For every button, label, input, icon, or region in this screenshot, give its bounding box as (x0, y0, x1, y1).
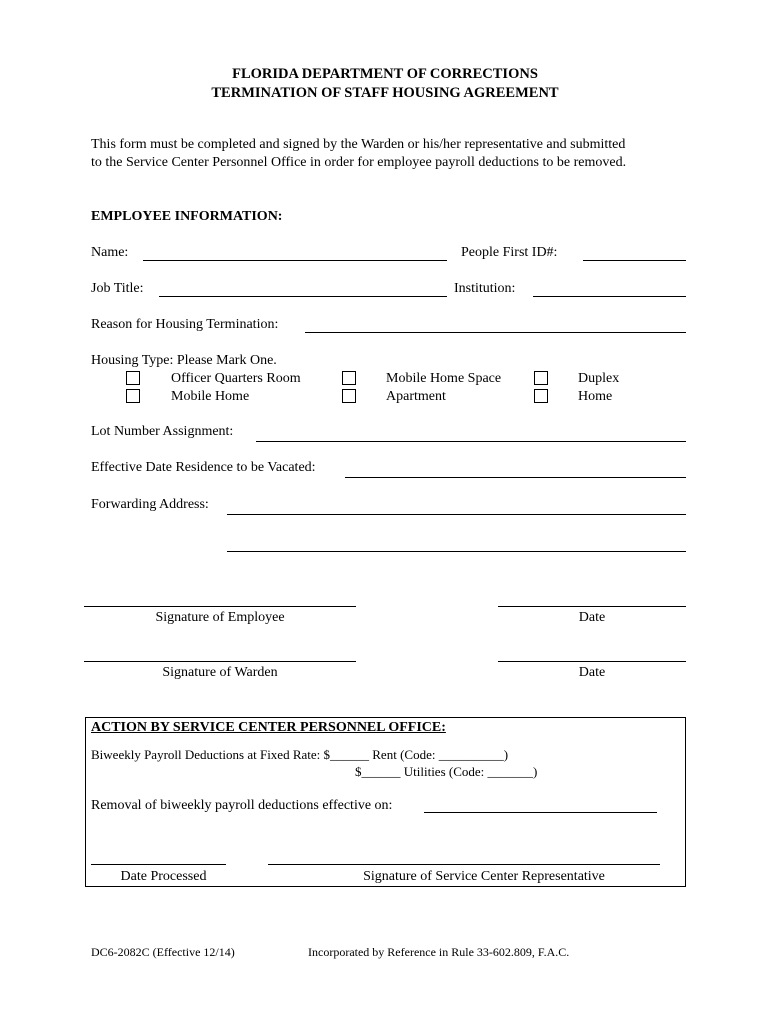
name-field[interactable] (143, 260, 447, 261)
removal-label: Removal of biweekly payroll deductions effective on: (91, 798, 393, 813)
lot-label: Lot Number Assignment: (91, 424, 234, 439)
lot-field[interactable] (256, 441, 686, 442)
mobile-home-checkbox[interactable] (126, 389, 140, 403)
warden-signature-label: Signature of Warden (162, 665, 278, 680)
mobile-home-label: Mobile Home (171, 389, 250, 404)
employee-signature-field[interactable] (84, 606, 356, 607)
form-title-line2: TERMINATION OF STAFF HOUSING AGREEMENT (211, 85, 559, 101)
vacate-date-field[interactable] (345, 477, 686, 478)
rule-reference: Incorporated by Reference in Rule 33-602.809, F.A.C. (308, 945, 570, 959)
officer-quarters-checkbox[interactable] (126, 371, 140, 385)
name-label: Name: (91, 245, 129, 260)
date-processed-field[interactable] (91, 864, 226, 865)
apartment-label: Apartment (386, 389, 446, 404)
forwarding-label: Forwarding Address: (91, 497, 209, 512)
warden-signature-field[interactable] (84, 661, 356, 662)
people-first-field[interactable] (583, 260, 686, 261)
warden-date-label: Date (578, 665, 606, 680)
home-checkbox[interactable] (534, 389, 548, 403)
rate-line1: Biweekly Payroll Deductions at Fixed Rate: $______ Rent (Code: __________) (91, 747, 509, 762)
vacate-label: Effective Date Residence to be Vacated: (91, 460, 316, 475)
rep-signature-field[interactable] (268, 864, 660, 865)
job-title-field[interactable] (159, 296, 447, 297)
rate-line2: $______ Utilities (Code: _______) (355, 764, 538, 779)
home-label: Home (578, 389, 613, 404)
form-id: DC6-2082C (Effective 12/14) (91, 945, 235, 959)
institution-label: Institution: (454, 281, 516, 296)
date-processed-label: Date Processed (120, 869, 207, 884)
officer-quarters-label: Officer Quarters Room (171, 371, 301, 386)
employee-date-label: Date (578, 610, 606, 625)
employee-section-title: EMPLOYEE INFORMATION: (91, 209, 283, 224)
duplex-label: Duplex (578, 371, 620, 386)
intro-line2: to the Service Center Personnel Office in order for employee payroll deductions to be removed. (91, 155, 627, 170)
warden-date-field[interactable] (498, 661, 686, 662)
forwarding-address-field-2[interactable] (227, 551, 686, 552)
rep-signature-label: Signature of Service Center Representative (363, 869, 605, 884)
employee-signature-label: Signature of Employee (155, 610, 285, 625)
office-section-title: ACTION BY SERVICE CENTER PERSONNEL OFFICE: (91, 720, 446, 735)
intro-line1: This form must be completed and signed by the Warden or his/her representative and submitted (91, 137, 626, 152)
job-title-label: Job Title: (91, 281, 144, 296)
mobile-home-space-label: Mobile Home Space (386, 371, 502, 386)
employee-date-field[interactable] (498, 606, 686, 607)
apartment-checkbox[interactable] (342, 389, 356, 403)
mobile-home-space-checkbox[interactable] (342, 371, 356, 385)
housing-type-label: Housing Type: Please Mark One. (91, 353, 277, 368)
people-first-label: People First ID#: (461, 245, 558, 260)
institution-field[interactable] (533, 296, 686, 297)
reason-field[interactable] (305, 332, 686, 333)
form-title-line1: FLORIDA DEPARTMENT OF CORRECTIONS (232, 66, 538, 82)
forwarding-address-field-1[interactable] (227, 514, 686, 515)
duplex-checkbox[interactable] (534, 371, 548, 385)
reason-label: Reason for Housing Termination: (91, 317, 279, 332)
removal-date-field[interactable] (424, 812, 657, 813)
